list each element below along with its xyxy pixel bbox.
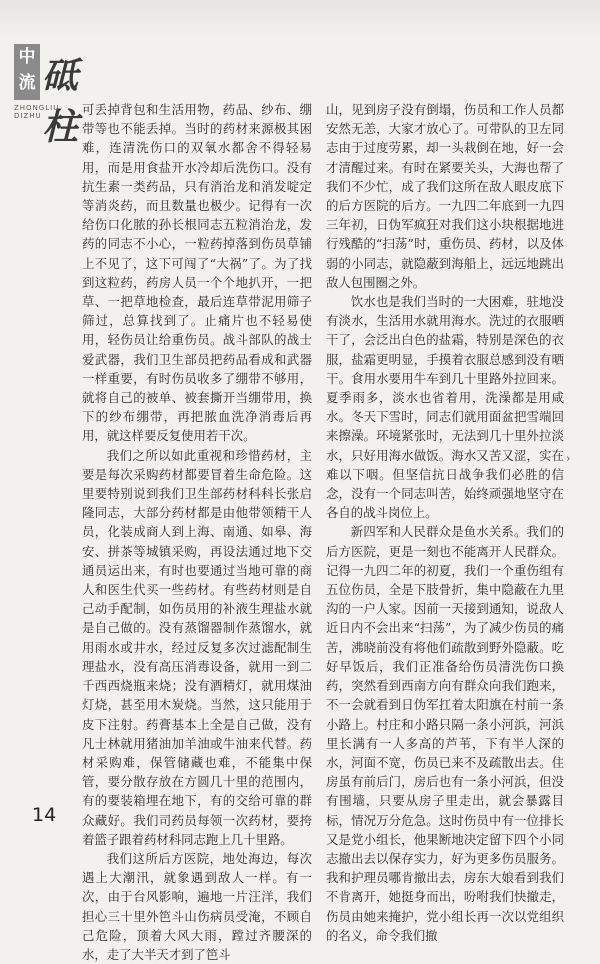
- margin-mark: ›: [566, 452, 571, 465]
- logo-box: [14, 44, 40, 100]
- left-column: [82, 100, 312, 964]
- logo-box-char-2: 流: [18, 73, 36, 93]
- right-column: [326, 100, 564, 945]
- logo-title: 砥柱: [42, 55, 77, 148]
- faint-header-bleed: [110, 14, 124, 30]
- paragraph: 我们这所后方医院，地处海边，每次遇上大潮汛，就象遇到敌人一样。有一次，由于台风影响，遍地一片汪洋，我们担心三十里外笆斗山伤病员受淹，不顾自己危险，顶着大风大雨，蹚过齐腰深的水，走了大半天才到了笆斗: [82, 850, 312, 962]
- logo-pinyin: ZHONGLIU DIZHU: [14, 104, 60, 120]
- logo-box-char-1: 中: [18, 47, 36, 67]
- page-number: 14: [32, 804, 57, 826]
- top-shading: [0, 0, 600, 40]
- paragraph: 新四军和人民群众是鱼水关系。我们的后方医院，更是一刻也不能离开人民群众。记得一九四二年的初夏，我们一个重伤组有五位伤员，全是下肢骨折，集中隐蔽在九里沟的一户人家。因前一天接到通知，说敌人近日内不会出来“扫荡”，为了减少伤员的痛苦，沸晓前没有将他们疏散到野外隐蔽。吃好早饭后，我们正准备给伤员清洗伤口换药，突然看到西南方向有群众向我们跑来，不一会就看到日伪军扛着太阳旗在村前一条小路上。村庄和小路只隔一条小河浜，河浜里长满有一人多高的芦苇，下有半人深的水，河面不宽，伤员已来不及疏散出去。住房虽有前后门，房后也有一条小河浜，但没有围墙，只要从房子里走出，就会暴露目标，情况万分危急。这时伤员中有一位排长又是党小组长，他果断地决定留下四个小同志撤出去以保存实力，好为更多伤员服务。我和护理员哪肯撤出去，房东大娘看到我们不肯离开，她挺身而出，吩咐我们快撤走，伤员由她来掩护，党小组长再一次以党组织的名义，命令我们撤: [326, 524, 564, 943]
- paragraph: 饮水也是我们当时的一大困难，驻地没有淡水，生活用水就用海水。洗过的衣服晒干了，会泛出白色的盐霜，特别是深色的衣服，盐霜更明显，手摸着衣服总感到没有晒干。食用水要用牛车到几十里路外拉回来。夏季雨多，淡水也省着用，洗澡都是用咸水。冬天下雪时，同志们就用面盆把雪端回来擦澡。环境紧张时，无法到几十里外拉淡水，只好用海水做饭。海水又苦又涩，实在难以下咽。但坚信抗日战争我们必胜的信念，没有一个同志叫苦，始终顽强地坚守在各自的战斗岗位上。: [326, 294, 564, 521]
- paragraph: 可丢掉背包和生活用物，药品、纱布、绷带等也不能丢掉。当时的药材来源极其困难，连清洗伤口的双氧水都舍不得轻易用，而是用食盐开水冷却后洗伤口。没有抗生素一类药品，只有消治龙和消发啶定等消炎药，而且数量也极少。记得有一次给伤口化脓的孙长根同志五粒消治龙，发药的同志不小心，一粒药掉落到伤员草铺上不见了，这下可闯了“大祸”了。为了找到这粒药，药房人员一个个地扒开，一把草、一把草地检查，最后连草带泥用筛子筛过，总算找到了。止痛片也不轻易使用，轻伤员让给重伤员。战斗部队的战士爱武器，我们卫生部员把药品看成和武器一样重要，有时伤员收多了绷带不够用，就将自己的被单、被套撕开当绷带用，换下的纱布绷带，再把脓血洗净消毒后再用，就这样要反复使用若干次。: [82, 102, 312, 444]
- paragraph: 山，见到房子没有倒塌，伤员和工作人员都安然无恙，大家才放心了。可带队的卫左同志由于过度劳累，却一头栽倒在地，好一会才清醒过来。有时在紧要关头，大海也帮了我们不少忙，成了我们这所在敌人眼皮底下的后方医院的后方。一九四二年底到一九四三年初，日伪军疯狂对我们这小块根据地进行残酷的“扫荡”时，重伤员、药材，以及体弱的小同志，就隐蔽到海船上，远远地跳出敌人包围圈之外。: [326, 102, 564, 290]
- paragraph: 我们之所以如此重视和珍惜药材，主要是每次采购药材都要冒着生命危险。这里要特别说到我们卫生部药材科科长张启隆同志，大部分药材都是由他带领精干人员，化装成商人到上海、南通、如皋、海安、拼茶等城镇采购，再设法通过地下交通员运出来，有时也要通过当地可靠的商人和医生代买一些药材。有些药材则是自己动手配制，如伤员用的补液生理盐水就是自己做的。没有蒸馏器制作蒸馏水，就用雨水或井水，经过反复多次过滤配制生理盐水，没有高压消毒设备，就用一到二千西西烧瓶来烧；没有酒精灯，就用煤油灯烧，甚至用木炭烧。当然，这只能用于皮下注射。药膏基本上全是自己做，没有凡士林就用猪油加羊油或牛油来代替。药材采购难，保管储藏也难，不能集中保管，要分散存放在方圆几十里的范围内，有的要装箱埋在地下，有的交给可靠的群众藏好。我们司药员每领一次药材，要挎着篮子跟着药材科同志跑上几十里路。: [82, 447, 312, 847]
